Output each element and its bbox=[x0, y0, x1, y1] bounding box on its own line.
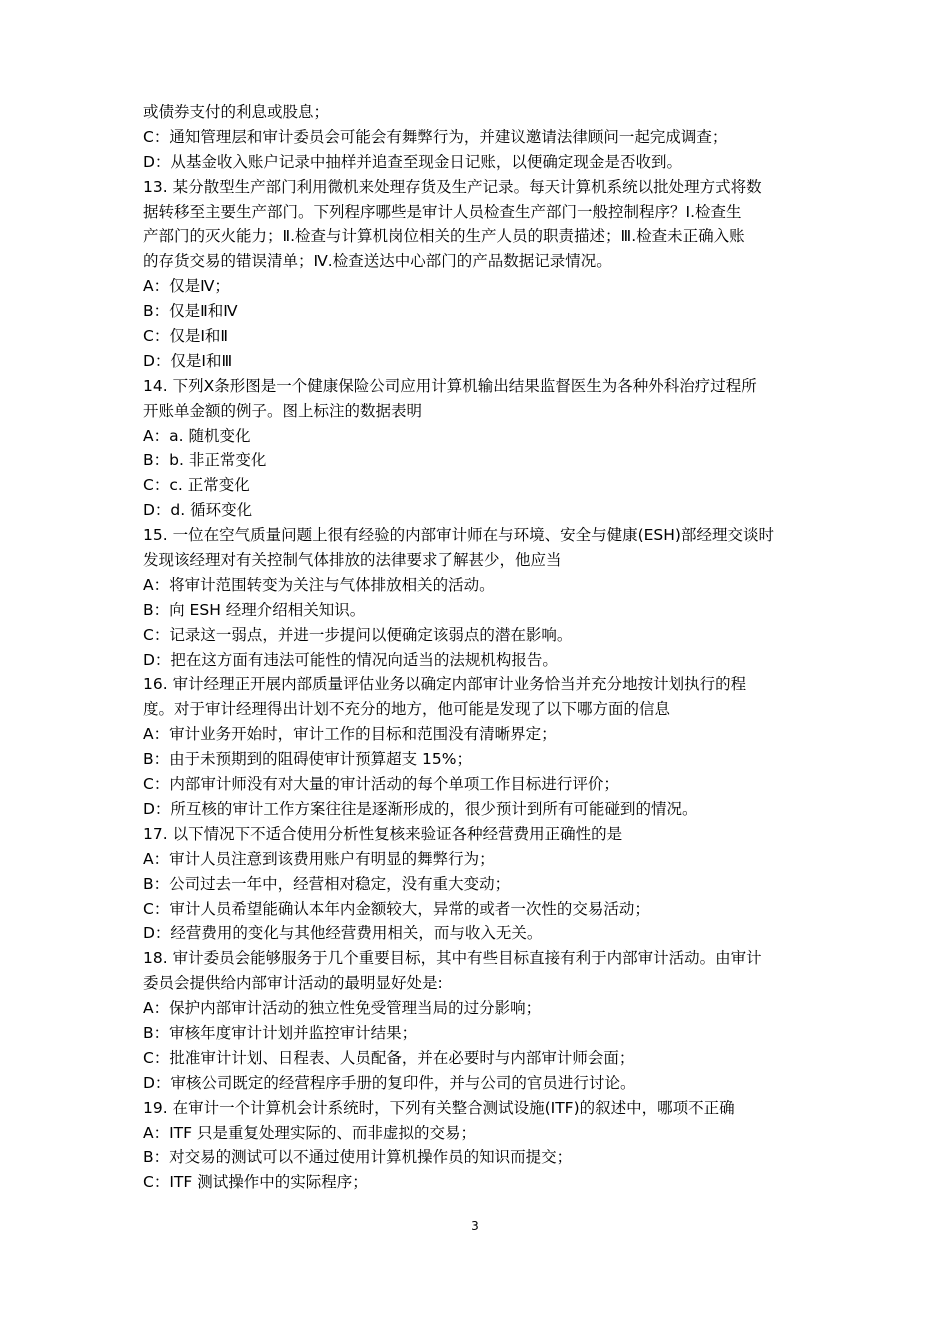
text-line: C：审计人员希望能确认本年内金额较大，异常的或者一次性的交易活动； bbox=[143, 899, 650, 918]
text-line: 据转移至主要生产部门。下列程序哪些是审计人员检查生产部门一般控制程序？Ⅰ.检查生 bbox=[143, 202, 742, 221]
text-line: B：审核年度审计计划并监控审计结果； bbox=[143, 1023, 418, 1042]
text-line: B：向 ESH 经理介绍相关知识。 bbox=[143, 600, 366, 619]
text-line: A：保护内部审计活动的独立性免受管理当局的过分影响； bbox=[143, 999, 542, 1018]
text-line: D：d. 循环变化 bbox=[143, 501, 253, 520]
text-line: 15. 一位在空气质量问题上很有经验的内部审计师在与环境、安全与健康(ESH)部经理交谈时 bbox=[143, 526, 774, 545]
text-line: C：c. 正常变化 bbox=[143, 476, 250, 495]
text-line: C：批准审计计划、日程表、人员配备，并在必要时与内部审计师会面； bbox=[143, 1048, 635, 1067]
text-line: 产部门的灭火能力；Ⅱ.检查与计算机岗位相关的生产人员的职责描述；Ⅲ.检查未正确入账 bbox=[143, 227, 745, 246]
text-line: D：经营费用的变化与其他经营费用相关，而与收入无关。 bbox=[143, 924, 543, 943]
text-line: 19. 在审计一个计算机会计系统时，下列有关整合测试设施(ITF)的叙述中，哪项不正确 bbox=[143, 1098, 735, 1117]
text-line: 委员会提供给内部审计活动的最明显好处是: bbox=[143, 974, 443, 993]
text-line: A：ITF 只是重复处理实际的、而非虚拟的交易； bbox=[143, 1123, 476, 1142]
text-line: 13. 某分散型生产部门利用微机来处理存货及生产记录。每天计算机系统以批处理方式将数 bbox=[143, 177, 762, 196]
text-line: 16. 审计经理正开展内部质量评估业务以确定内部审计业务恰当并充分地按计划执行的程 bbox=[143, 675, 747, 694]
text-line: A：审计业务开始时，审计工作的目标和范围没有清晰界定； bbox=[143, 725, 557, 744]
text-line: C：记录这一弱点，并进一步提问以便确定该弱点的潜在影响。 bbox=[143, 625, 573, 644]
text-line: 开账单金额的例子。图上标注的数据表明 bbox=[143, 401, 423, 420]
text-line: 度。对于审计经理得出计划不充分的地方，他可能是发现了以下哪方面的信息 bbox=[143, 700, 671, 719]
text-line: D：仅是Ⅰ和Ⅲ bbox=[143, 351, 233, 370]
text-line: D：所互核的审计工作方案往往是逐渐形成的，很少预计到所有可能碰到的情况。 bbox=[143, 799, 698, 818]
text-line: B：由于未预期到的阻碍使审计预算超支 15%； bbox=[143, 750, 473, 769]
text-line: B：对交易的测试可以不通过使用计算机操作员的知识而提交； bbox=[143, 1148, 573, 1167]
text-line: A：将审计范围转变为关注与气体排放相关的活动。 bbox=[143, 575, 495, 594]
text-line: 的存货交易的错误清单；Ⅳ.检查送达中心部门的产品数据记录情况。 bbox=[143, 252, 612, 271]
text-line: B：公司过去一年中，经营相对稳定，没有重大变动； bbox=[143, 874, 511, 893]
text-line: D：从基金收入账户记录中抽样并追查至现金日记账，以便确定现金是否收到。 bbox=[143, 152, 682, 171]
text-line: 17. 以下情况下不适合使用分析性复核来验证各种经营费用正确性的是 bbox=[143, 824, 623, 843]
text-line: A：审计人员注意到该费用账户有明显的舞弊行为； bbox=[143, 849, 495, 868]
text-line: 发现该经理对有关控制气体排放的法律要求了解甚少，他应当 bbox=[143, 551, 562, 570]
text-line: C：仅是Ⅰ和Ⅱ bbox=[143, 327, 229, 346]
text-line: C：ITF 测试操作中的实际程序； bbox=[143, 1173, 368, 1192]
text-line: C：通知管理层和审计委员会可能会有舞弊行为，并建议邀请法律顾问一起完成调查； bbox=[143, 127, 728, 146]
text-line: 或债券支付的利息或股息； bbox=[143, 103, 330, 121]
text-line: A：仅是Ⅳ； bbox=[143, 277, 230, 296]
text-line: D：把在这方面有违法可能性的情况向适当的法规机构报告。 bbox=[143, 650, 558, 669]
page-content bbox=[143, 100, 823, 1195]
text-line: B：b. 非正常变化 bbox=[143, 451, 267, 470]
text-line: D：审核公司既定的经营程序手册的复印件，并与公司的官员进行讨论。 bbox=[143, 1073, 636, 1092]
text-line: 18. 审计委员会能够服务于几个重要目标，其中有些目标直接有利于内部审计活动。由审计 bbox=[143, 949, 762, 968]
text-line: C：内部审计师没有对大量的审计活动的每个单项工作目标进行评价； bbox=[143, 775, 619, 794]
text-line: 14. 下列X条形图是一个健康保险公司应用计算机输出结果监督医生为各种外科治疗过程所 bbox=[143, 376, 757, 395]
text-line: A：a. 随机变化 bbox=[143, 426, 251, 445]
text-line: B：仅是Ⅱ和Ⅳ bbox=[143, 302, 238, 321]
page-number: 3 bbox=[471, 1219, 479, 1233]
